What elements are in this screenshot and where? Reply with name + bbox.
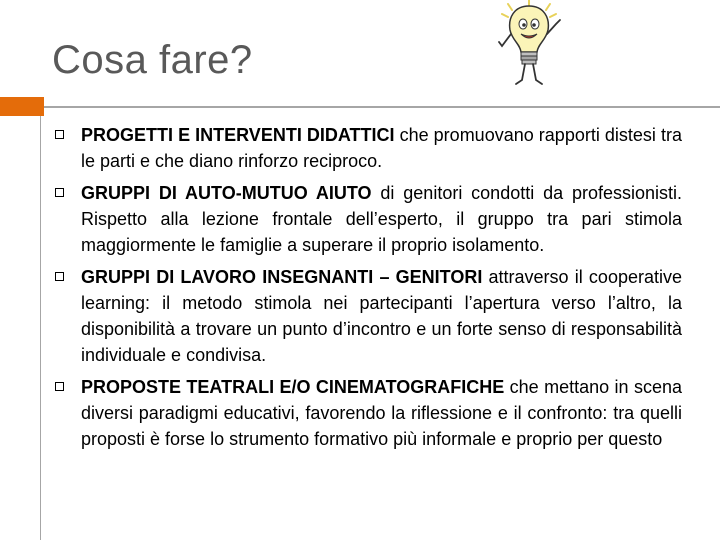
list-item [52, 180, 682, 258]
slide-title: Cosa fare? [52, 38, 253, 82]
item-heading: PROGETTI E INTERVENTI DIDATTICI [81, 125, 395, 145]
accent-square [0, 97, 44, 116]
square-bullet-icon [55, 130, 64, 139]
list-item [52, 264, 682, 368]
item-heading: PROPOSTE TEATRALI E/O CINEMATOGRAFICHE [81, 377, 505, 397]
square-bullet-icon [55, 382, 64, 391]
item-heading: GRUPPI DI AUTO-MUTUO AIUTO [81, 183, 372, 203]
title-rule-right [44, 106, 720, 108]
item-heading: GRUPPI DI LAVORO INSEGNANTI – GENITORI [81, 267, 483, 287]
item-text: che promuovano rapporti distesi tra le parti e che diano rinforzo reciproco. [81, 125, 682, 171]
list-item [52, 122, 682, 174]
square-bullet-icon [55, 188, 64, 197]
bullet-list [52, 122, 682, 458]
square-bullet-icon [55, 272, 64, 281]
left-vertical-rule [40, 116, 41, 540]
lightbulb-character-icon [494, 0, 564, 92]
item-text: attraverso il cooperative learning: il metodo stimola nei partecipanti l’apertura verso l’altro, la disponibilità a trovare un punto d’incontro e un forte senso di responsabilità individuale e condivisa. [81, 267, 682, 365]
item-text: di genitori condotti da professionisti. Rispetto alla lezione frontale dell’esperto, il gruppo tra pari stimola maggiormente le famiglie a superare il proprio isolamento. [81, 183, 682, 255]
list-item [52, 374, 682, 452]
item-text: che mettano in scena diversi paradigmi educativi, favorendo la riflessione e il confronto: tra quelli proposti è forse lo strumento formativo più informale e proprio per questo [81, 377, 682, 449]
